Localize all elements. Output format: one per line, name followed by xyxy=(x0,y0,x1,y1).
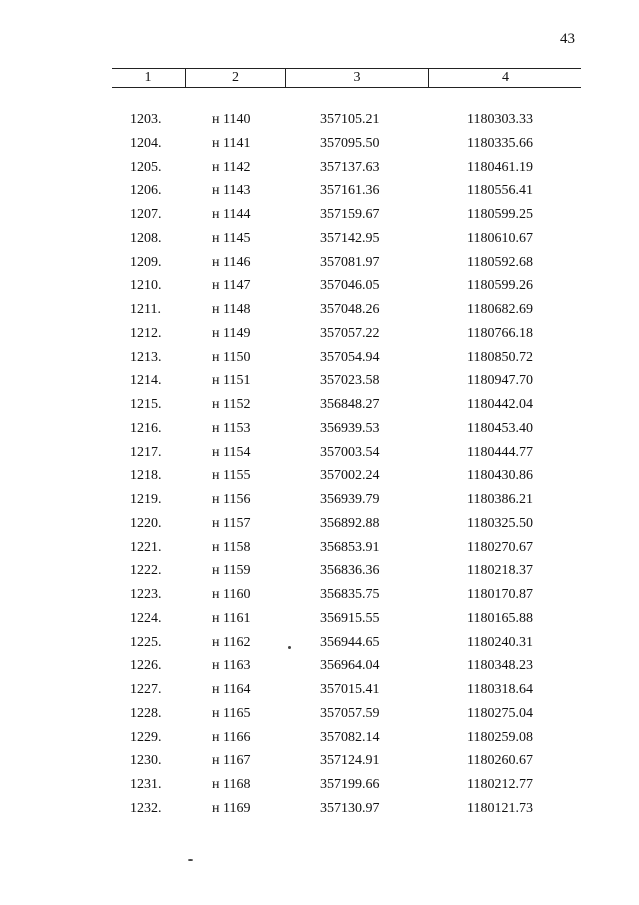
row-number: 1203. xyxy=(130,112,162,127)
coord-x: 357057.22 xyxy=(320,325,380,341)
row-number: 1220. xyxy=(130,515,162,531)
coord-y: 1180303.33 xyxy=(467,112,533,127)
point-code: н 1154 xyxy=(212,444,251,460)
coord-x: 356915.55 xyxy=(320,610,380,626)
row-number: 1215. xyxy=(130,397,162,412)
header-col-2: 2 xyxy=(185,69,285,87)
coord-x: 357003.54 xyxy=(320,444,380,460)
table-row xyxy=(0,203,639,227)
table-row xyxy=(0,512,639,536)
row-number: 1204. xyxy=(130,135,162,151)
row-number: 1214. xyxy=(130,373,162,389)
point-code: н 1156 xyxy=(212,492,251,507)
coord-y: 1180335.66 xyxy=(467,135,533,151)
coord-x: 357199.66 xyxy=(320,777,380,792)
coord-y: 1180430.86 xyxy=(467,468,533,484)
point-code: н 1149 xyxy=(212,325,251,341)
coord-y: 1180599.26 xyxy=(467,278,533,294)
coord-x: 357142.95 xyxy=(320,230,380,246)
point-code: н 1144 xyxy=(212,207,251,222)
table-row xyxy=(0,773,639,797)
row-number: 1221. xyxy=(130,539,162,555)
table-row xyxy=(0,298,639,322)
row-number: 1227. xyxy=(130,682,162,697)
coord-y: 1180260.67 xyxy=(467,753,533,769)
table-row xyxy=(0,346,639,370)
row-number: 1223. xyxy=(130,587,162,602)
row-number: 1231. xyxy=(130,777,162,792)
coord-x: 357023.58 xyxy=(320,373,380,389)
coord-y: 1180165.88 xyxy=(467,610,533,626)
table-row xyxy=(0,322,639,346)
point-code: н 1161 xyxy=(212,610,251,626)
coord-x: 357081.97 xyxy=(320,254,380,270)
coord-x: 356836.36 xyxy=(320,563,380,579)
point-code: н 1148 xyxy=(212,302,251,317)
table-row xyxy=(0,536,639,560)
row-number: 1229. xyxy=(130,729,162,745)
coord-x: 356835.75 xyxy=(320,587,380,602)
point-code: н 1159 xyxy=(212,563,251,579)
point-code: н 1152 xyxy=(212,397,251,412)
table-header xyxy=(112,68,581,88)
row-number: 1226. xyxy=(130,658,162,674)
coord-x: 357054.94 xyxy=(320,349,380,365)
coord-x: 357105.21 xyxy=(320,112,380,127)
page-number: 43 xyxy=(560,31,575,47)
table-row xyxy=(0,274,639,298)
coord-x: 356964.04 xyxy=(320,658,380,674)
point-code: н 1163 xyxy=(212,658,251,674)
table-row xyxy=(0,559,639,583)
coord-x: 357130.97 xyxy=(320,800,380,816)
table-row xyxy=(0,607,639,631)
coord-x: 357015.41 xyxy=(320,682,380,697)
table-row xyxy=(0,179,639,203)
row-number: 1224. xyxy=(130,610,162,626)
coord-y: 1180766.18 xyxy=(467,325,533,341)
row-number: 1211. xyxy=(130,302,161,317)
table-row xyxy=(0,654,639,678)
row-number: 1225. xyxy=(130,634,162,650)
coord-x: 356853.91 xyxy=(320,539,380,555)
coord-y: 1180121.73 xyxy=(467,800,533,816)
coord-y: 1180386.21 xyxy=(467,492,533,507)
coord-x: 356848.27 xyxy=(320,397,380,412)
row-number: 1230. xyxy=(130,753,162,769)
point-code: н 1146 xyxy=(212,254,251,270)
coord-y: 1180442.04 xyxy=(467,397,533,412)
table-row xyxy=(0,464,639,488)
coord-y: 1180259.08 xyxy=(467,729,533,745)
row-number: 1228. xyxy=(130,705,162,721)
point-code: н 1140 xyxy=(212,112,251,127)
table-row xyxy=(0,369,639,393)
row-number: 1209. xyxy=(130,254,162,270)
point-code: н 1150 xyxy=(212,349,251,365)
table-row xyxy=(0,132,639,156)
table-row xyxy=(0,583,639,607)
coord-x: 357057.59 xyxy=(320,705,380,721)
coord-x: 356939.53 xyxy=(320,420,380,436)
point-code: н 1162 xyxy=(212,634,251,650)
table-row xyxy=(0,108,639,132)
table-row xyxy=(0,631,639,655)
point-code: н 1160 xyxy=(212,587,251,602)
point-code: н 1153 xyxy=(212,420,251,436)
coord-y: 1180348.23 xyxy=(467,658,533,674)
coord-y: 1180270.67 xyxy=(467,539,533,555)
row-number: 1222. xyxy=(130,563,162,579)
row-number: 1232. xyxy=(130,800,162,816)
table-row xyxy=(0,797,639,821)
coord-y: 1180444.77 xyxy=(467,444,533,460)
row-number: 1205. xyxy=(130,159,162,175)
table-row xyxy=(0,156,639,180)
table-row xyxy=(0,417,639,441)
coord-x: 357124.91 xyxy=(320,753,380,769)
row-number: 1212. xyxy=(130,325,162,341)
table-row xyxy=(0,441,639,465)
table-row xyxy=(0,749,639,773)
table-row xyxy=(0,393,639,417)
coord-y: 1180592.68 xyxy=(467,254,533,270)
point-code: н 1142 xyxy=(212,159,251,175)
table-row xyxy=(0,488,639,512)
coord-y: 1180682.69 xyxy=(467,302,533,317)
coord-x: 357046.05 xyxy=(320,278,380,294)
coord-x: 356944.65 xyxy=(320,634,380,650)
point-code: н 1158 xyxy=(212,539,251,555)
row-number: 1219. xyxy=(130,492,162,507)
point-code: н 1168 xyxy=(212,777,251,792)
coord-y: 1180275.04 xyxy=(467,705,533,721)
coord-x: 356892.88 xyxy=(320,515,380,531)
table-row xyxy=(0,251,639,275)
coord-y: 1180218.37 xyxy=(467,563,533,579)
coord-y: 1180461.19 xyxy=(467,159,533,175)
coord-y: 1180453.40 xyxy=(467,420,533,436)
coord-x: 357137.63 xyxy=(320,159,380,175)
coord-x: 356939.79 xyxy=(320,492,380,507)
header-col-4: 4 xyxy=(428,69,582,87)
row-number: 1210. xyxy=(130,278,162,294)
coord-y: 1180599.25 xyxy=(467,207,533,222)
coord-y: 1180947.70 xyxy=(467,373,533,389)
coord-y: 1180556.41 xyxy=(467,183,533,199)
point-code: н 1157 xyxy=(212,515,251,531)
coord-x: 357095.50 xyxy=(320,135,380,151)
coord-y: 1180318.64 xyxy=(467,682,533,697)
table-body xyxy=(0,108,639,821)
row-number: 1206. xyxy=(130,183,162,199)
point-code: н 1167 xyxy=(212,753,251,769)
point-code: н 1155 xyxy=(212,468,251,484)
coord-x: 357082.14 xyxy=(320,729,380,745)
point-code: н 1151 xyxy=(212,373,251,389)
point-code: н 1147 xyxy=(212,278,251,294)
header-col-1: 1 xyxy=(144,70,152,85)
point-code: н 1166 xyxy=(212,729,251,745)
row-number: 1213. xyxy=(130,349,162,365)
point-code: н 1169 xyxy=(212,800,251,816)
coord-y: 1180325.50 xyxy=(467,515,533,531)
coord-y: 1180212.77 xyxy=(467,777,533,792)
table-row xyxy=(0,726,639,750)
coord-x: 357048.26 xyxy=(320,302,380,317)
scan-speck xyxy=(188,859,193,861)
header-col-3: 3 xyxy=(285,69,428,87)
coord-y: 1180240.31 xyxy=(467,634,533,650)
coord-x: 357002.24 xyxy=(320,468,380,484)
point-code: н 1145 xyxy=(212,230,251,246)
row-number: 1216. xyxy=(130,420,162,436)
table-row xyxy=(0,678,639,702)
point-code: н 1141 xyxy=(212,135,251,151)
row-number: 1207. xyxy=(130,207,162,222)
coord-x: 357159.67 xyxy=(320,207,380,222)
row-number: 1218. xyxy=(130,468,162,484)
row-number: 1217. xyxy=(130,444,162,460)
row-number: 1208. xyxy=(130,230,162,246)
coord-y: 1180610.67 xyxy=(467,230,533,246)
table-row xyxy=(0,702,639,726)
coord-y: 1180170.87 xyxy=(467,587,533,602)
point-code: н 1164 xyxy=(212,682,251,697)
coord-y: 1180850.72 xyxy=(467,349,533,365)
table-row xyxy=(0,227,639,251)
coord-x: 357161.36 xyxy=(320,183,380,199)
scan-speck xyxy=(288,646,291,649)
point-code: н 1143 xyxy=(212,183,251,199)
point-code: н 1165 xyxy=(212,705,251,721)
